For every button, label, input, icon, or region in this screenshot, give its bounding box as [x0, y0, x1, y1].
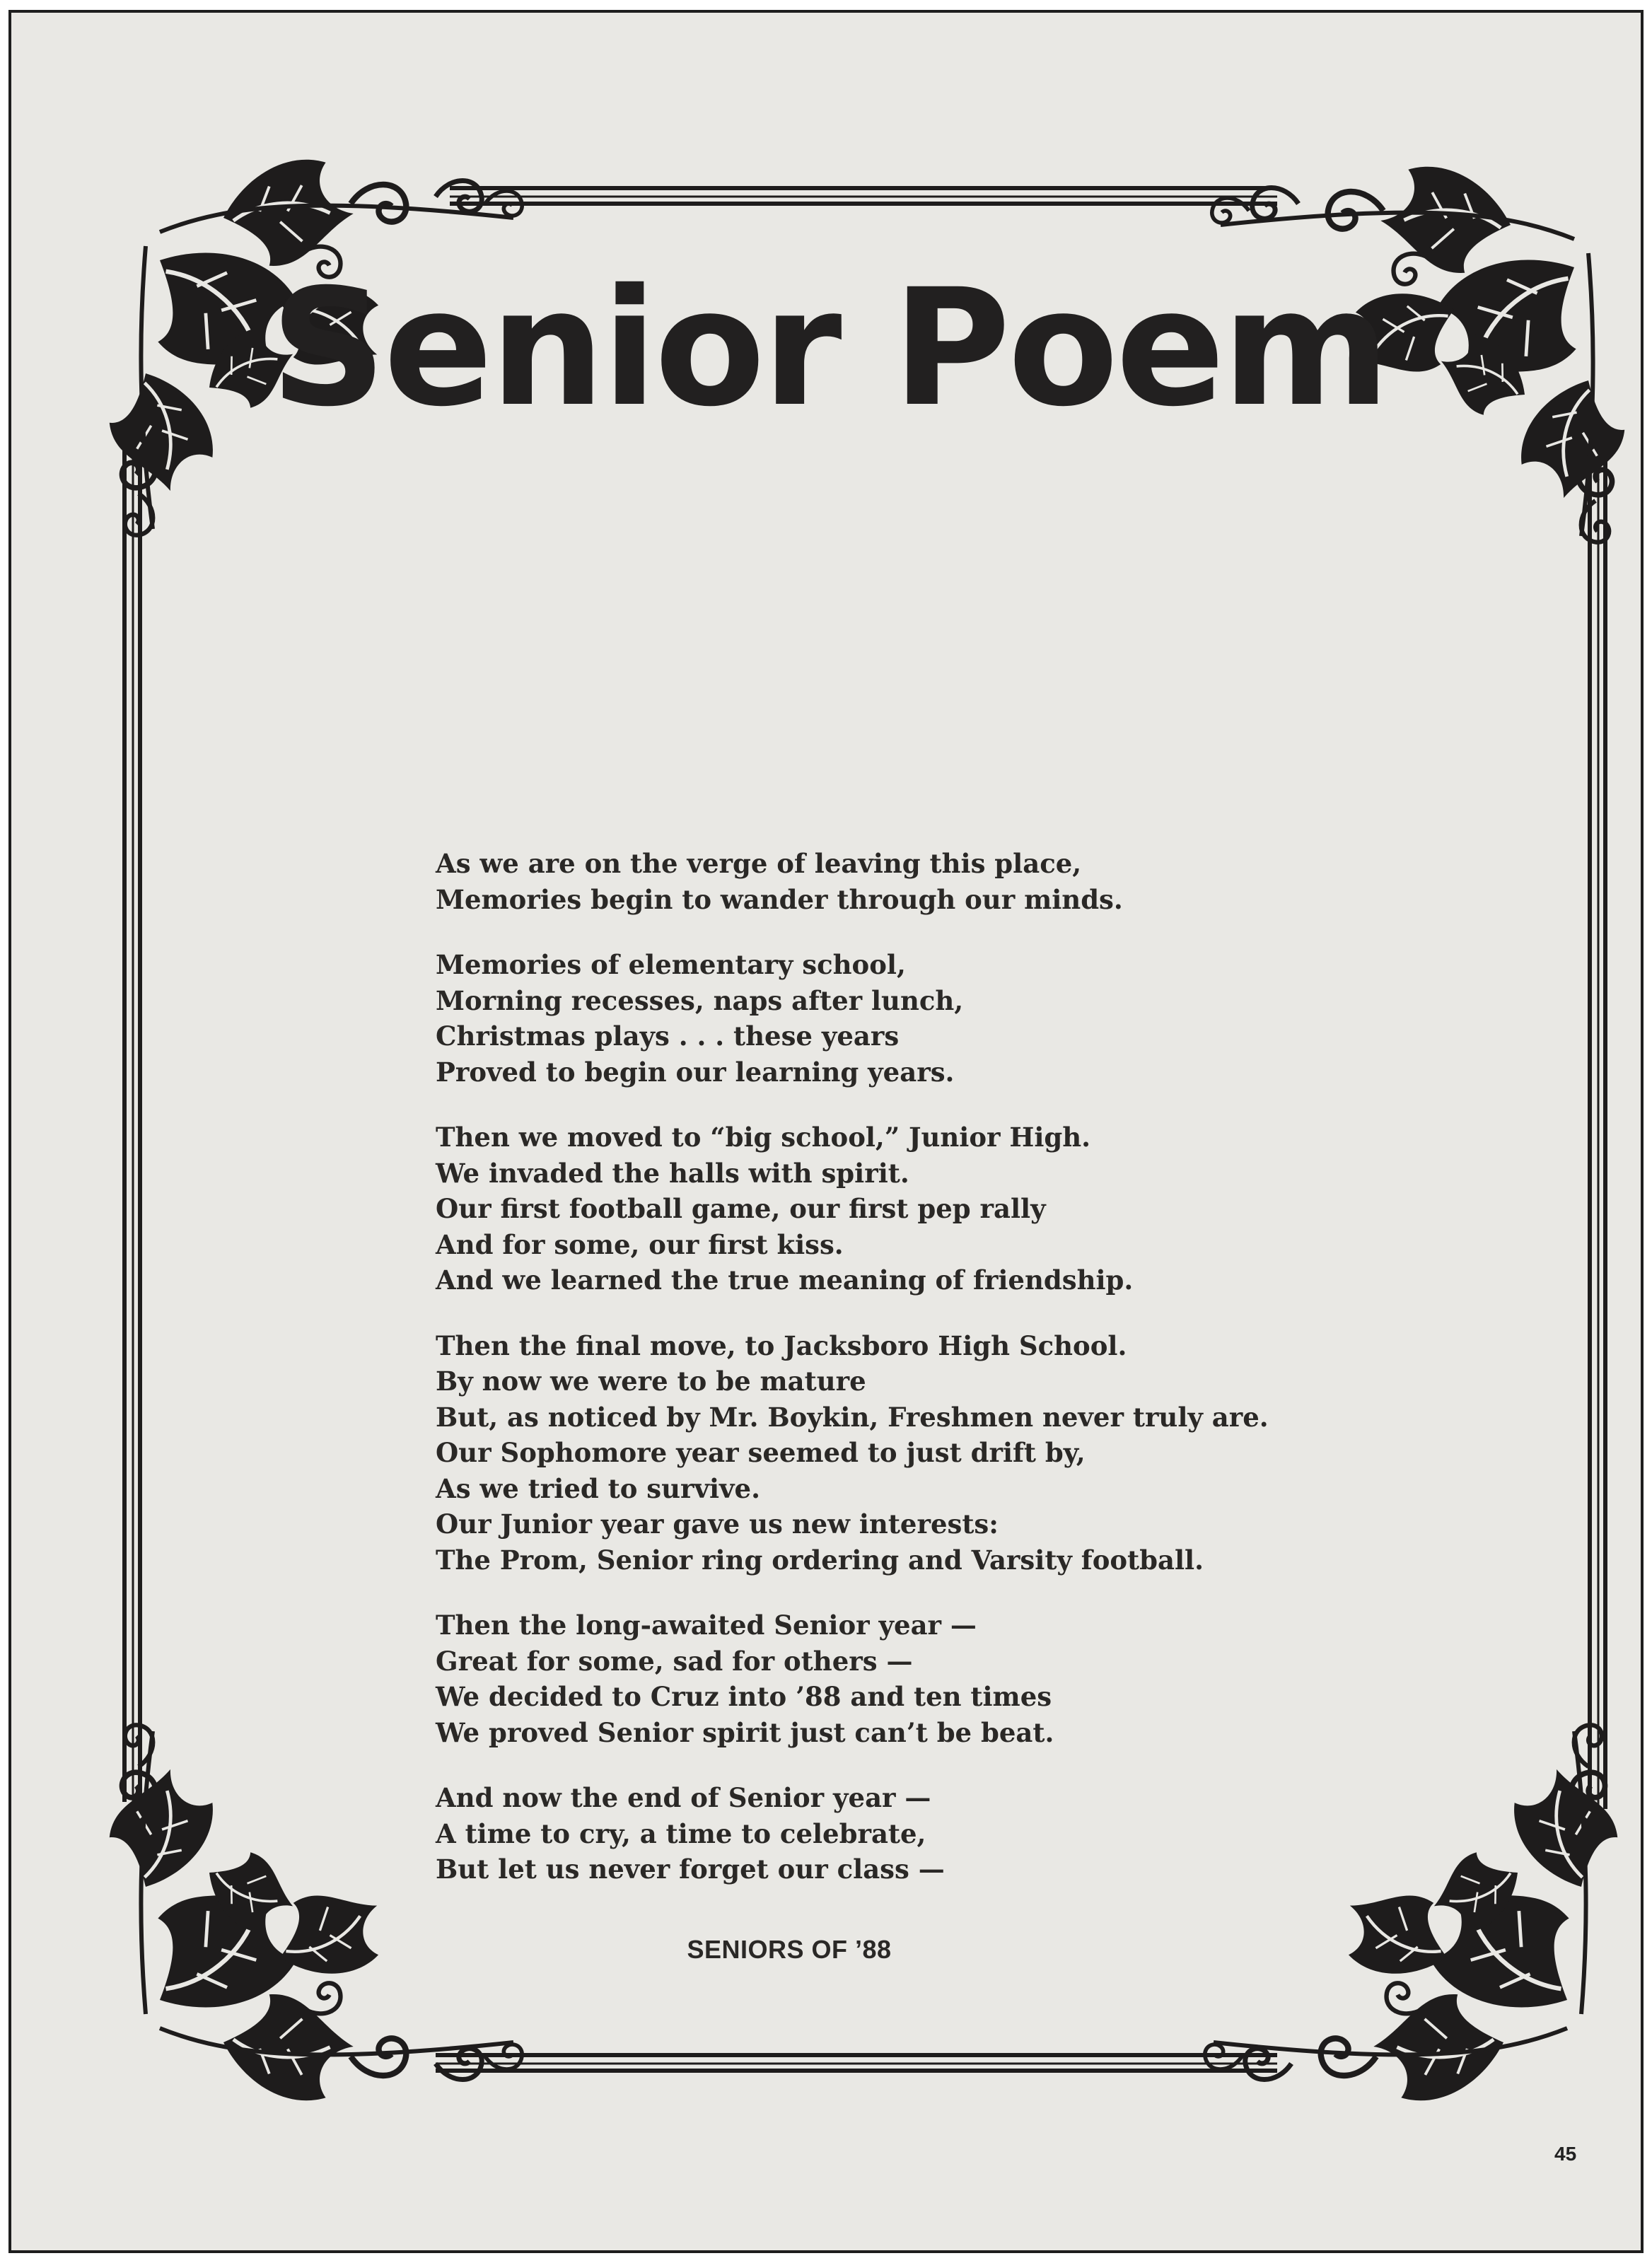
poem-line: Proved to begin our learning years.: [436, 1056, 955, 1088]
poem-line: Morning recesses, naps after lunch,: [436, 984, 964, 1016]
stanza: [436, 1119, 1355, 1298]
poem-body: [436, 846, 1355, 1917]
poem-line: Our first football game, our first pep rally: [436, 1193, 1046, 1224]
poem-signature: SENIORS OF ’88: [687, 1935, 892, 1964]
poem-line: And for some, our first kiss.: [436, 1228, 844, 1260]
stanza: [436, 947, 1355, 1090]
poem-line: Our Junior year gave us new interests:: [436, 1508, 999, 1540]
poem-line: We proved Senior spirit just can’t be beat.: [436, 1716, 1054, 1748]
poem-line: And now the end of Senior year —: [436, 1782, 931, 1813]
poem-line: And we learned the true meaning of friendship.: [436, 1264, 1134, 1296]
bottom-rule: [436, 2055, 1277, 2071]
yearbook-page: [8, 10, 1644, 2253]
poem-line: But, as noticed by Mr. Boykin, Freshmen never truly are.: [436, 1401, 1269, 1433]
top-rule: [450, 188, 1277, 204]
poem-line: Then the final move, to Jacksboro High School.: [436, 1330, 1127, 1361]
poem-line: As we are on the verge of leaving this place,: [436, 848, 1082, 879]
poem-line: Then we moved to “big school,” Junior High.: [436, 1122, 1091, 1153]
poem-line: A time to cry, a time to celebrate,: [436, 1817, 926, 1849]
poem-line: Then the long-awaited Senior year —: [436, 1610, 977, 1641]
right-rule: [1590, 451, 1605, 1809]
poem-line: Our Sophomore year seemed to just drift by,: [436, 1437, 1086, 1468]
poem-line: Memories begin to wander through our minds.: [436, 883, 1123, 915]
stanza: [436, 846, 1355, 917]
poem-line: By now we were to be mature: [436, 1366, 866, 1397]
poem-line: But let us never forget our class —: [436, 1854, 945, 1885]
poem-line: We invaded the halls with spirit.: [436, 1157, 909, 1189]
poem-line: The Prom, Senior ring ordering and Varsity football.: [436, 1544, 1204, 1576]
page-title: Senior Poem: [270, 254, 1388, 442]
poem-line: As we tried to survive.: [436, 1472, 760, 1504]
poem-line: Memories of elementary school,: [436, 949, 906, 980]
poem-line: Great for some, sad for others —: [436, 1645, 913, 1677]
page-number: 45: [1554, 2143, 1577, 2165]
stanza: [436, 1607, 1355, 1750]
poem-line: Christmas plays . . . these years: [436, 1020, 900, 1052]
poem-line: We decided to Cruz into ’88 and ten times: [436, 1681, 1052, 1712]
stanza: [436, 1328, 1355, 1578]
left-rule: [124, 423, 140, 1802]
stanza: [436, 1780, 1355, 1887]
